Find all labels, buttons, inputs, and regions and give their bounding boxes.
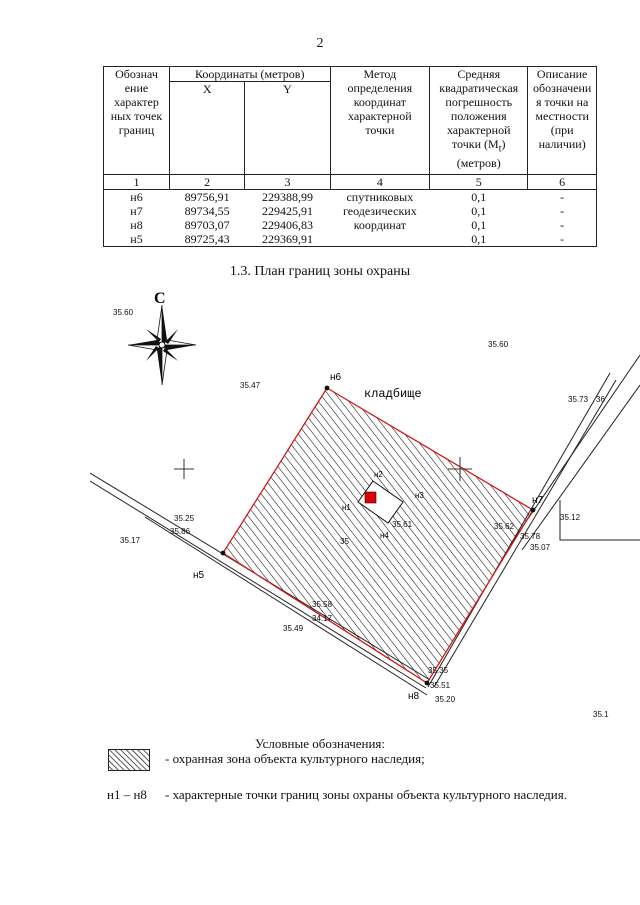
accuracy: 0,1 [430,232,528,247]
point-id: н6 [104,190,170,205]
point-id: н8 [104,218,170,232]
elevation-label: 35.07 [530,543,551,552]
elevation-label: 35.35 [428,666,449,675]
inner-point-label: н4 [380,531,389,540]
elevation-label: 35.73 [568,395,589,404]
table-row [104,232,597,247]
elevation-label: 35.58 [312,600,333,609]
coord-y: 229425,91 [261,204,313,218]
elevation-label: 35 [340,537,349,546]
elevation-label: 35.25 [174,514,195,523]
page-number: 2 [316,36,324,51]
elevation-label: 35.17 [120,536,141,545]
col-number: 4 [330,175,430,190]
elevation-label: 35.61 [392,520,413,529]
table-row [104,204,597,218]
compass-rose-icon [128,305,196,385]
inner-point-label: н1 [342,503,351,512]
section-title: 1.3. План границ зоны охраны [229,264,411,279]
header-y: Y [245,82,330,175]
description: - [528,190,597,205]
cemetery-label: кладбище [364,387,422,401]
description: - [528,218,597,232]
elevation-label: 35.47 [240,381,261,390]
object-marker [365,492,376,503]
elevation-label: 35.49 [283,624,304,633]
header-description: Описание обозначени я точки на местности (при наличии) [528,67,597,175]
method: геодезических [342,204,417,218]
legend-item-zone: - охранная зона объекта культурного наследия; [165,751,425,766]
header-x: X [169,82,244,175]
accuracy: 0,1 [471,190,487,204]
inner-point-label: н3 [415,491,424,500]
coord-y: 229369,91 [245,232,330,247]
coord-x: 89725,43 [169,232,244,247]
point-label-n5: н5 [193,570,205,581]
coord-x: 89734,55 [184,204,230,218]
col-number: 3 [245,175,330,190]
point-id: н5 [104,232,170,247]
elevation-label: 35.51 [430,681,451,690]
coordinates-table [103,66,597,247]
legend-title: Условные обозначения: [254,736,386,751]
coord-x: 89703,07 [184,218,230,232]
description: - [528,204,597,218]
elevation-label: 36 [596,395,605,404]
col-number: 1 [104,175,170,190]
legend-key-points: н1 – н8 [107,787,147,802]
header-coordinates: Координаты (метров) [169,67,330,82]
point-id: н7 [104,204,170,218]
point-label-n6: н6 [330,372,342,383]
description: - [528,232,597,247]
protection-zone [223,388,533,683]
elevation-label: 35.60 [488,340,509,349]
elevation-label: 35.1 [593,710,609,719]
coord-y: 229406,83 [261,218,313,232]
table-row [104,218,597,232]
accuracy: 0,1 [471,204,487,218]
table-row [104,190,597,205]
header-method: Метод определения координат характерной точки [330,67,430,175]
elevation-label: 35.78 [520,532,541,541]
legend-hatch-swatch [108,749,150,771]
inner-point-label: н2 [374,470,383,479]
elevation-label: 35.62 [494,522,515,531]
coord-y: 229388,99 [261,190,313,204]
boundary-plan-map [90,285,640,725]
col-number: 2 [169,175,244,190]
point-label-n7: н7 [532,495,544,506]
col-number: 5 [430,175,528,190]
method: спутниковых [346,190,414,204]
legend-item-points: - характерные точки границ зоны охраны объекта культурного наследия. [165,787,567,802]
accuracy: 0,1 [471,218,487,232]
col-number: 6 [528,175,597,190]
elevation-label: 35.12 [560,513,581,522]
elevation-label: 34.17 [312,614,333,623]
elevation-label: 35.86 [170,527,191,536]
method: координат [353,218,406,232]
header-accuracy: Средняя квадратическая погрешность положения характерной точки $(M_t)$ (метров) [430,67,528,175]
header-point-designation: Обознач ение характер ных точек границ [104,67,170,175]
elevation-label: 35.20 [435,695,456,704]
method [330,232,430,247]
north-label: С [154,290,166,307]
point-label-n8: н8 [408,691,420,702]
coord-x: 89756,91 [184,190,230,204]
elevation-label: 35.60 [113,308,134,317]
